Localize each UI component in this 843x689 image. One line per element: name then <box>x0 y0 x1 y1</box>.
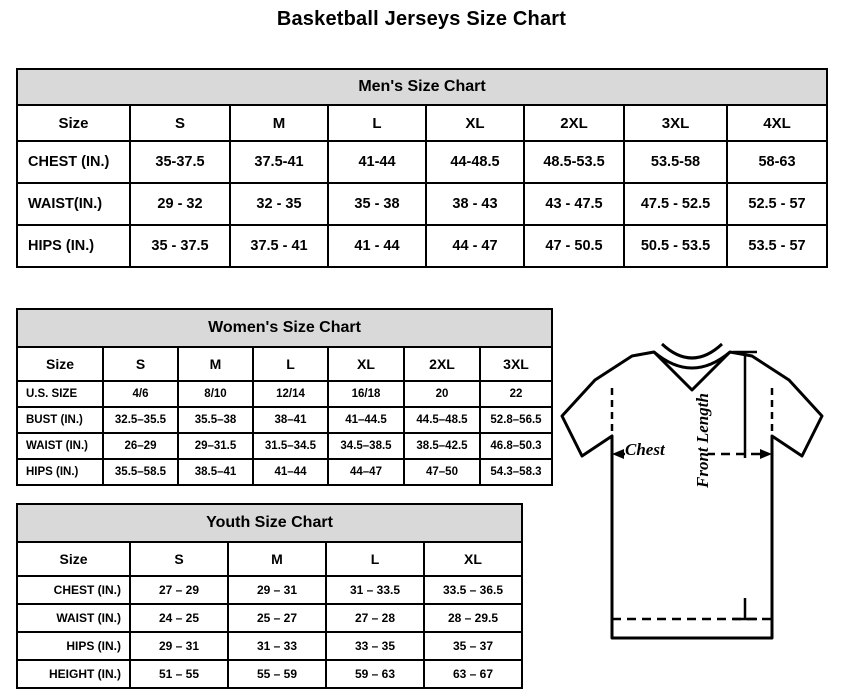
youth-size-chart-table <box>16 503 523 689</box>
womens-row-label-us-size: U.S. SIZE <box>17 381 103 407</box>
womens-row-label-waist: WAIST (IN.) <box>17 433 103 459</box>
table-row <box>17 660 522 688</box>
mens-header-l: L <box>328 105 426 141</box>
mens-header-4xl: 4XL <box>727 105 827 141</box>
youth-height-xl: 63 – 67 <box>424 660 522 688</box>
mens-header-s: S <box>130 105 230 141</box>
mens-header-2xl: 2XL <box>524 105 624 141</box>
mens-waist-m: 32 - 35 <box>230 183 328 225</box>
youth-header-s: S <box>130 542 228 576</box>
youth-height-m: 55 – 59 <box>228 660 326 688</box>
womens-row-label-bust: BUST (IN.) <box>17 407 103 433</box>
womens-bust-3xl: 52.8–56.5 <box>480 407 552 433</box>
mens-chest-xl: 44-48.5 <box>426 141 524 183</box>
chest-measure-label: Chest <box>625 440 665 459</box>
youth-row-label-height: HEIGHT (IN.) <box>17 660 130 688</box>
mens-chest-4xl: 58-63 <box>727 141 827 183</box>
shirt-neckline-path <box>662 344 722 358</box>
youth-chest-m: 29 – 31 <box>228 576 326 604</box>
youth-waist-m: 25 – 27 <box>228 604 326 632</box>
table-row <box>17 576 522 604</box>
youth-header-l: L <box>326 542 424 576</box>
front-length-label-backdrop <box>730 458 760 598</box>
mens-row-label-waist: WAIST(IN.) <box>17 183 130 225</box>
table-row <box>17 381 552 407</box>
mens-row-label-chest: CHEST (IN.) <box>17 141 130 183</box>
mens-header-3xl: 3XL <box>624 105 727 141</box>
youth-hips-xl: 35 – 37 <box>424 632 522 660</box>
youth-chest-s: 27 – 29 <box>130 576 228 604</box>
womens-header-m: M <box>178 347 253 381</box>
womens-header-xl: XL <box>328 347 404 381</box>
youth-section-title: Youth Size Chart <box>17 504 522 542</box>
mens-hips-4xl: 53.5 - 57 <box>727 225 827 267</box>
mens-hips-3xl: 50.5 - 53.5 <box>624 225 727 267</box>
youth-hips-s: 29 – 31 <box>130 632 228 660</box>
womens-bust-l: 38–41 <box>253 407 328 433</box>
youth-waist-l: 27 – 28 <box>326 604 424 632</box>
mens-hips-m: 37.5 - 41 <box>230 225 328 267</box>
womens-size-chart-table <box>16 308 553 486</box>
womens-hips-xl: 44–47 <box>328 459 404 485</box>
youth-header-m: M <box>228 542 326 576</box>
mens-hips-l: 41 - 44 <box>328 225 426 267</box>
youth-row-label-chest: CHEST (IN.) <box>17 576 130 604</box>
mens-chest-l: 41-44 <box>328 141 426 183</box>
youth-waist-xl: 28 – 29.5 <box>424 604 522 632</box>
womens-row-label-hips: HIPS (IN.) <box>17 459 103 485</box>
womens-waist-3xl: 46.8–50.3 <box>480 433 552 459</box>
youth-hips-l: 33 – 35 <box>326 632 424 660</box>
womens-header-3xl: 3XL <box>480 347 552 381</box>
youth-header-xl: XL <box>424 542 522 576</box>
mens-waist-s: 29 - 32 <box>130 183 230 225</box>
mens-header-xl: XL <box>426 105 524 141</box>
table-row <box>17 183 827 225</box>
mens-waist-2xl: 43 - 47.5 <box>524 183 624 225</box>
womens-us-size-2xl: 20 <box>404 381 480 407</box>
womens-header-l: L <box>253 347 328 381</box>
mens-chest-3xl: 53.5-58 <box>624 141 727 183</box>
shirt-measurement-diagram <box>540 338 840 683</box>
mens-hips-xl: 44 - 47 <box>426 225 524 267</box>
womens-section-title-row <box>17 309 552 347</box>
womens-waist-s: 26–29 <box>103 433 178 459</box>
table-row <box>17 407 552 433</box>
womens-header-row <box>17 347 552 381</box>
womens-bust-xl: 41–44.5 <box>328 407 404 433</box>
womens-header-s: S <box>103 347 178 381</box>
mens-section-title-row <box>17 69 827 105</box>
table-row <box>17 225 827 267</box>
mens-header-row <box>17 105 827 141</box>
mens-header-size: Size <box>17 105 130 141</box>
womens-section-title: Women's Size Chart <box>17 309 552 347</box>
youth-row-label-waist: WAIST (IN.) <box>17 604 130 632</box>
mens-size-chart-table <box>16 68 828 268</box>
mens-chest-2xl: 48.5-53.5 <box>524 141 624 183</box>
youth-chest-l: 31 – 33.5 <box>326 576 424 604</box>
womens-waist-m: 29–31.5 <box>178 433 253 459</box>
womens-hips-m: 38.5–41 <box>178 459 253 485</box>
womens-us-size-l: 12/14 <box>253 381 328 407</box>
table-row <box>17 433 552 459</box>
mens-hips-2xl: 47 - 50.5 <box>524 225 624 267</box>
youth-chest-xl: 33.5 – 36.5 <box>424 576 522 604</box>
youth-header-size: Size <box>17 542 130 576</box>
mens-hips-s: 35 - 37.5 <box>130 225 230 267</box>
mens-section-title: Men's Size Chart <box>17 69 827 105</box>
womens-hips-2xl: 47–50 <box>404 459 480 485</box>
mens-waist-4xl: 52.5 - 57 <box>727 183 827 225</box>
womens-bust-s: 32.5–35.5 <box>103 407 178 433</box>
mens-row-label-hips: HIPS (IN.) <box>17 225 130 267</box>
mens-chest-s: 35-37.5 <box>130 141 230 183</box>
womens-us-size-3xl: 22 <box>480 381 552 407</box>
table-row <box>17 459 552 485</box>
womens-hips-s: 35.5–58.5 <box>103 459 178 485</box>
womens-header-2xl: 2XL <box>404 347 480 381</box>
youth-hips-m: 31 – 33 <box>228 632 326 660</box>
womens-waist-2xl: 38.5–42.5 <box>404 433 480 459</box>
shirt-body-path <box>562 352 822 638</box>
mens-chest-m: 37.5-41 <box>230 141 328 183</box>
mens-header-m: M <box>230 105 328 141</box>
table-row <box>17 604 522 632</box>
mens-waist-xl: 38 - 43 <box>426 183 524 225</box>
table-row <box>17 141 827 183</box>
womens-hips-l: 41–44 <box>253 459 328 485</box>
youth-section-title-row <box>17 504 522 542</box>
table-row <box>17 632 522 660</box>
youth-waist-s: 24 – 25 <box>130 604 228 632</box>
womens-waist-l: 31.5–34.5 <box>253 433 328 459</box>
womens-us-size-m: 8/10 <box>178 381 253 407</box>
womens-waist-xl: 34.5–38.5 <box>328 433 404 459</box>
page-title: Basketball Jerseys Size Chart <box>276 8 567 30</box>
youth-header-row <box>17 542 522 576</box>
womens-bust-2xl: 44.5–48.5 <box>404 407 480 433</box>
mens-waist-l: 35 - 38 <box>328 183 426 225</box>
womens-bust-m: 35.5–38 <box>178 407 253 433</box>
youth-height-l: 59 – 63 <box>326 660 424 688</box>
womens-header-size: Size <box>17 347 103 381</box>
front-length-measure-label: Front Length <box>693 393 712 488</box>
youth-row-label-hips: HIPS (IN.) <box>17 632 130 660</box>
womens-us-size-xl: 16/18 <box>328 381 404 407</box>
shirt-outline-icon <box>540 338 840 683</box>
mens-waist-3xl: 47.5 - 52.5 <box>624 183 727 225</box>
youth-height-s: 51 – 55 <box>130 660 228 688</box>
womens-hips-3xl: 54.3–58.3 <box>480 459 552 485</box>
womens-us-size-s: 4/6 <box>103 381 178 407</box>
